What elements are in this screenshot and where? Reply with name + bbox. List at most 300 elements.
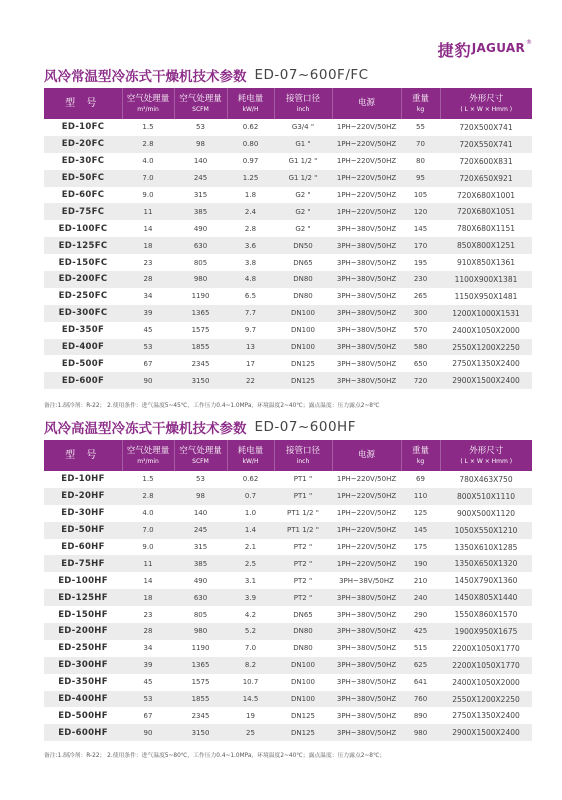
cell-flow-scfm: 1365: [174, 305, 227, 322]
cell-flow-scfm: 315: [193, 543, 208, 551]
cell-dimensions: 2550X1200X2250: [440, 691, 532, 708]
header-label: 外形尺寸: [469, 445, 504, 456]
cell-weight: 120: [401, 203, 440, 220]
cell-power-supply: 3PH~380V/50HZ: [332, 372, 401, 389]
cell-power: 0.97: [242, 157, 259, 166]
cell-power-supply: 1PH~220V/50HZ: [336, 509, 397, 518]
header-pipe-size: [274, 88, 332, 119]
header-unit: kW/H: [242, 105, 259, 113]
cell-weight: 641: [413, 678, 428, 687]
cell-model: ED-250HF: [58, 643, 108, 654]
cell-flow-scfm: 805: [193, 610, 208, 619]
cell-power-supply: 1PH~220V/50HZ: [336, 157, 397, 166]
cell-power-supply: 1PH~220V/50HZ: [336, 543, 397, 551]
cell-power-supply: 3PH~380V/50HZ: [332, 271, 401, 288]
header-power-supply: [332, 88, 401, 119]
cell-pipe-size: DN80: [293, 292, 313, 301]
cell-pipe-size: G1 1/2 ": [288, 157, 318, 166]
header-weight: [401, 440, 440, 471]
cell-dimensions: 2750X1350X2400: [452, 711, 520, 721]
header-unit: inch: [296, 105, 310, 113]
cell-flow-scfm: 1575: [191, 326, 210, 335]
cell-model: ED-60FC: [61, 190, 105, 200]
cell-dimensions: 1350X610X1285: [454, 542, 518, 552]
cell-dimensions: 1900X950X1675: [440, 623, 532, 640]
cell-power: 8.2: [227, 657, 274, 674]
cell-pipe-size: DN65: [293, 610, 313, 619]
registered-mark: ®: [526, 39, 532, 46]
cell-model: ED-500F: [61, 358, 105, 369]
cell-pipe-size: G2 ": [295, 224, 311, 233]
cell-weight: 80: [416, 157, 425, 166]
cell-weight: 145: [401, 522, 440, 539]
cell-model: ED-100FC: [58, 223, 108, 234]
cell-flow-m3min: 28: [122, 271, 174, 288]
cell-flow-scfm: 1855: [174, 691, 227, 708]
cell-power-supply: 3PH~380V/50HZ: [336, 711, 397, 720]
cell-power-supply: 1PH~220V/50HZ: [332, 522, 401, 539]
cell-power: 3.1: [244, 576, 257, 585]
cell-weight: 55: [416, 123, 425, 132]
table-row: [44, 707, 532, 724]
cell-power: 14.5: [227, 691, 274, 708]
cell-power-supply: 3PH~380V/50HZ: [336, 644, 397, 653]
table-row: [44, 136, 532, 153]
cell-model: ED-10FC: [61, 122, 105, 133]
cell-model: ED-60HF: [61, 542, 105, 552]
cell-pipe-size: PT1 ": [274, 488, 332, 505]
table2-title-cn: 风冷高温型冷冻式干燥机技术参数: [44, 421, 247, 437]
cell-flow-scfm: 805: [193, 258, 208, 267]
cell-dimensions: 2200X1050X1770: [440, 657, 532, 674]
cell-power: 0.80: [227, 136, 274, 153]
table2-title: [44, 417, 356, 437]
cell-flow-scfm: 140: [193, 157, 208, 166]
cell-pipe-size: DN100: [291, 678, 315, 687]
cell-power: 3.6: [227, 237, 274, 254]
cell-dimensions: 910X850X1361: [457, 258, 515, 268]
cell-flow-scfm: 385: [174, 555, 227, 572]
cell-power-supply: 3PH~380V/50HZ: [336, 258, 397, 267]
header-label: 外形尺寸: [469, 93, 504, 104]
cell-dimensions: 2900X1500X2400: [440, 724, 532, 741]
cell-dimensions: 1350X650X1320: [440, 555, 532, 572]
cell-model: ED-400F: [44, 339, 122, 356]
cell-weight: 570: [413, 326, 428, 335]
cell-power: 19: [246, 711, 255, 720]
cell-flow-scfm: 490: [193, 224, 208, 233]
cell-power-supply: 3PH~380V/50HZ: [336, 610, 397, 619]
cell-dimensions: 2400X1050X2000: [452, 325, 520, 335]
table-row: [44, 305, 532, 322]
cell-pipe-size: G1 1/2 ": [274, 170, 332, 187]
cell-flow-scfm: 980: [174, 623, 227, 640]
cell-flow-m3min: 18: [122, 589, 174, 606]
cell-flow-m3min: 39: [122, 305, 174, 322]
cell-flow-m3min: 14: [143, 224, 153, 233]
cell-power: 2.1: [244, 543, 257, 551]
cell-model: ED-150HF: [58, 609, 108, 620]
table-row: [44, 488, 532, 505]
cell-pipe-size: PT2 ": [274, 555, 332, 572]
cell-flow-scfm: 630: [174, 237, 227, 254]
cell-dimensions: 1100X900X1381: [440, 271, 532, 288]
cell-flow-m3min: 34: [143, 644, 153, 653]
cell-power-supply: 1PH~220V/50HZ: [336, 123, 397, 132]
cell-flow-m3min: 90: [122, 372, 174, 389]
cell-weight: 190: [401, 555, 440, 572]
cell-power: 22: [227, 372, 274, 389]
table-row: [44, 237, 532, 254]
cell-flow-m3min: 67: [143, 711, 153, 720]
cell-pipe-size: PT2 ": [293, 543, 313, 551]
cell-weight: 210: [413, 576, 428, 585]
cell-weight: 290: [413, 610, 428, 619]
cell-flow-scfm: 1855: [174, 339, 227, 356]
cell-power-supply: 1PH~220V/50HZ: [332, 203, 401, 220]
table-row: [44, 572, 532, 589]
table1-title-model: ED-07~600F/FC: [254, 67, 369, 83]
table-row: [44, 691, 532, 708]
cell-flow-m3min: 28: [122, 623, 174, 640]
cell-power-supply: 3PH~380V/50HZ: [332, 657, 401, 674]
table2-title-model: ED-07~600HF: [254, 419, 356, 435]
table-row: [44, 322, 532, 339]
cell-weight: 69: [416, 475, 425, 484]
cell-dimensions: 2200X1050X1770: [452, 643, 520, 653]
cell-power-supply: 1PH~220V/50HZ: [336, 475, 397, 484]
cell-model: ED-200HF: [44, 623, 122, 640]
cell-pipe-size: DN100: [274, 339, 332, 356]
table2-note: 备注:1.制冷剂：R-22； 2.使用条件：进气温度5~80℃，工作压力0.4~1.0MPa，环境温度2~40℃；露点温度：压力露点2~8℃；: [44, 753, 386, 759]
table-row: [44, 539, 532, 556]
cell-flow-scfm: 53: [196, 123, 205, 132]
cell-dimensions: 1550X860X1570: [454, 610, 518, 620]
cell-pipe-size: DN80: [274, 623, 332, 640]
cell-flow-scfm: 1575: [191, 678, 210, 687]
table-row: [44, 220, 532, 237]
header-power: [227, 88, 274, 119]
cell-model: ED-300HF: [44, 657, 122, 674]
cell-flow-scfm: 1365: [174, 657, 227, 674]
cell-flow-m3min: 4.0: [142, 509, 154, 518]
table-row: [44, 355, 532, 372]
cell-power: 9.7: [244, 326, 257, 335]
cell-weight: 240: [401, 589, 440, 606]
cell-flow-scfm: 53: [196, 475, 205, 484]
table-row: [44, 187, 532, 204]
cell-pipe-size: DN80: [274, 271, 332, 288]
cell-power-supply: 1PH~220V/50HZ: [332, 488, 401, 505]
table-row: [44, 674, 532, 691]
header-unit: ( L × W × Hmm ): [460, 457, 513, 465]
cell-pipe-size: G2 ": [295, 191, 311, 199]
cell-pipe-size: G1 ": [274, 136, 332, 153]
cell-dimensions: 720X550X741: [440, 136, 532, 153]
header-flow-m3min: [122, 440, 174, 471]
cell-flow-scfm: 1190: [191, 644, 210, 653]
table-row: [44, 119, 532, 136]
cell-dimensions: 2900X1500X2400: [440, 372, 532, 389]
cell-dimensions: 1150X950X1481: [454, 291, 518, 301]
cell-flow-m3min: 2.8: [122, 136, 174, 153]
cell-model: ED-250FC: [58, 291, 108, 302]
cell-power: 1.0: [244, 509, 257, 518]
cell-dimensions: 780X463X750: [459, 474, 513, 484]
cell-flow-m3min: 1.5: [142, 123, 154, 132]
cell-model: ED-200FC: [44, 271, 122, 288]
header-unit: kW/H: [242, 457, 259, 465]
header-unit: kg: [416, 105, 425, 113]
cell-flow-scfm: 385: [174, 203, 227, 220]
cell-model: ED-600F: [44, 372, 122, 389]
cell-power: 7.7: [227, 305, 274, 322]
cell-weight: 515: [413, 644, 428, 653]
cell-dimensions: 2400X1050X2000: [452, 677, 520, 687]
cell-flow-m3min: 34: [143, 292, 153, 301]
cell-pipe-size: DN125: [274, 724, 332, 741]
cell-flow-m3min: 11: [122, 555, 174, 572]
header-label: 耗电量: [237, 445, 264, 456]
cell-flow-m3min: 23: [143, 610, 153, 619]
table-header-row: [44, 88, 532, 119]
cell-pipe-size: PT1 1/2 ": [274, 522, 332, 539]
cell-flow-m3min: 23: [143, 258, 153, 267]
cell-power: 2.8: [244, 224, 257, 233]
cell-flow-m3min: 7.0: [122, 522, 174, 539]
cell-power-supply: 1PH~220V/50HZ: [332, 170, 401, 187]
cell-power: 2.4: [227, 203, 274, 220]
cell-flow-scfm: 98: [174, 136, 227, 153]
cell-weight: 720: [401, 372, 440, 389]
header-model: [44, 440, 122, 471]
cell-model: ED-125FC: [44, 237, 122, 254]
cell-weight: 125: [413, 509, 428, 518]
cell-model: ED-150FC: [58, 257, 108, 268]
cell-weight: 175: [413, 543, 428, 551]
table-row: [44, 555, 532, 572]
cell-dimensions: 780X680X1151: [457, 224, 515, 234]
cell-power-supply: 3PH~380V/50HZ: [336, 224, 397, 233]
cell-model: ED-50FC: [44, 170, 122, 187]
cell-pipe-size: DN80: [293, 644, 313, 653]
cell-weight: 980: [401, 724, 440, 741]
cell-model: ED-30FC: [61, 156, 105, 167]
cell-dimensions: 1200X1000X1531: [440, 305, 532, 322]
cell-dimensions: 720X650X921: [440, 170, 532, 187]
table-row: [44, 254, 532, 271]
cell-power-supply: 3PH~380V/50HZ: [336, 326, 397, 335]
cell-power: 25: [227, 724, 274, 741]
cell-flow-m3min: 4.0: [142, 157, 154, 166]
cell-dimensions: 2750X1350X2400: [452, 359, 520, 369]
cell-power-supply: 3PH~380V/50HZ: [336, 359, 397, 368]
header-flow-scfm: [174, 88, 227, 119]
cell-flow-scfm: 3150: [174, 724, 227, 741]
spec-table-high-temp: [44, 440, 532, 741]
cell-model: ED-20HF: [44, 488, 122, 505]
table1-note: 备注:1.制冷剂：R-22； 2.使用条件：进气温度5~45℃，工作压力0.4~1.0MPa，环境温度2~40℃；露点温度：压力露点2~8℃: [44, 403, 380, 409]
cell-pipe-size: DN125: [274, 372, 332, 389]
header-label: 接管口径: [285, 445, 320, 456]
cell-power: 0.62: [242, 123, 259, 132]
cell-weight: 890: [413, 711, 428, 720]
cell-pipe-size: DN125: [291, 359, 315, 368]
header-unit: inch: [296, 457, 310, 465]
cell-weight: 300: [401, 305, 440, 322]
header-label: 空气处理量: [126, 93, 170, 104]
cell-flow-scfm: 3150: [174, 372, 227, 389]
header-label: 空气处理量: [126, 445, 170, 456]
cell-flow-m3min: 67: [143, 359, 153, 368]
cell-flow-m3min: 14: [143, 576, 153, 585]
table-row: [44, 657, 532, 674]
cell-power: 1.8: [244, 191, 257, 199]
cell-model: ED-50HF: [44, 522, 122, 539]
cell-flow-scfm: 245: [174, 170, 227, 187]
cell-power: 3.9: [227, 589, 274, 606]
cell-flow-scfm: 2345: [191, 711, 210, 720]
cell-flow-m3min: 53: [122, 339, 174, 356]
cell-flow-m3min: 18: [122, 237, 174, 254]
header-unit: ( L × W × Hmm ): [460, 105, 513, 113]
cell-model: ED-125HF: [44, 589, 122, 606]
cell-power-supply: 3PH~380V/50HZ: [332, 623, 401, 640]
cell-model: ED-350HF: [58, 677, 108, 688]
cell-pipe-size: G3/4 ": [291, 123, 315, 132]
cell-pipe-size: DN100: [291, 326, 315, 335]
header-label: 重量: [411, 93, 429, 104]
header-label: 电源: [357, 450, 375, 460]
cell-flow-m3min: 45: [143, 678, 153, 687]
cell-flow-m3min: 1.5: [142, 475, 154, 484]
cell-flow-m3min: 90: [122, 724, 174, 741]
table-row: [44, 339, 532, 356]
cell-power-supply: 3PH~380V/50HZ: [332, 691, 401, 708]
cell-weight: 650: [413, 359, 428, 368]
cell-dimensions: 1450X805X1440: [440, 589, 532, 606]
header-label: 电源: [357, 98, 375, 108]
cell-weight: 580: [401, 339, 440, 356]
cell-flow-m3min: 45: [143, 326, 153, 335]
header-unit: kg: [416, 457, 425, 465]
brand-name-en: JAGUAR: [471, 41, 525, 55]
header-dimensions: [440, 88, 532, 119]
cell-weight: 425: [401, 623, 440, 640]
spec-table-normal-temp: [44, 88, 532, 389]
table-row: [44, 724, 532, 741]
table-row: [44, 640, 532, 657]
cell-pipe-size: DN100: [274, 305, 332, 322]
header-label: 空气处理量: [179, 93, 222, 104]
cell-weight: 110: [401, 488, 440, 505]
cell-power: 2.5: [227, 555, 274, 572]
cell-power: 6.5: [244, 292, 257, 301]
cell-pipe-size: DN125: [291, 711, 315, 720]
header-flow-scfm: [174, 440, 227, 471]
cell-power-supply: 3PH~380V/50HZ: [336, 678, 397, 687]
cell-pipe-size: DN100: [274, 691, 332, 708]
table1-title-cn: 风冷常温型冷冻式干燥机技术参数: [44, 69, 247, 85]
cell-model: ED-600HF: [44, 724, 122, 741]
cell-model: ED-30HF: [61, 508, 105, 519]
table-row: [44, 271, 532, 288]
cell-dimensions: 1050X550X1210: [440, 522, 532, 539]
header-label: 型 号: [65, 98, 101, 109]
table-row: [44, 372, 532, 389]
cell-weight: 195: [413, 258, 428, 267]
cell-model: ED-75HF: [44, 555, 122, 572]
cell-flow-scfm: 490: [193, 576, 208, 585]
cell-dimensions: 850X800X1251: [440, 237, 532, 254]
cell-power-supply: 3PH~380V/50HZ: [336, 292, 397, 301]
cell-dimensions: 720X680X1001: [457, 190, 515, 200]
table-row: [44, 505, 532, 522]
header-unit: m³/min: [137, 457, 159, 465]
header-power-supply: [332, 440, 401, 471]
table-row: [44, 471, 532, 488]
cell-model: ED-400HF: [44, 691, 122, 708]
cell-power: 4.2: [244, 610, 257, 619]
cell-flow-m3min: 7.0: [122, 170, 174, 187]
cell-pipe-size: PT2 ": [274, 589, 332, 606]
table-row: [44, 170, 532, 187]
cell-model: ED-10HF: [61, 474, 105, 485]
table-row: [44, 589, 532, 606]
header-unit: m³/min: [137, 105, 159, 113]
header-label: 型 号: [65, 450, 101, 461]
cell-pipe-size: PT2 ": [293, 576, 313, 585]
header-pipe-size: [274, 440, 332, 471]
cell-power-supply: 1PH~220V/50HZ: [332, 555, 401, 572]
cell-flow-scfm: 98: [174, 488, 227, 505]
cell-flow-m3min: 9.0: [142, 543, 154, 551]
header-unit: SCFM: [192, 457, 209, 465]
cell-weight: 170: [401, 237, 440, 254]
header-label: 重量: [411, 445, 429, 456]
header-flow-m3min: [122, 88, 174, 119]
header-weight: [401, 88, 440, 119]
cell-flow-scfm: 1190: [191, 292, 210, 301]
cell-model: ED-500HF: [58, 710, 108, 721]
cell-flow-scfm: 630: [174, 589, 227, 606]
cell-power: 5.2: [227, 623, 274, 640]
brand-logo: [438, 38, 532, 62]
header-power: [227, 440, 274, 471]
header-label: 空气处理量: [179, 445, 222, 456]
cell-dimensions: 1450X790X1360: [454, 576, 518, 586]
cell-weight: 625: [401, 657, 440, 674]
cell-weight: 230: [401, 271, 440, 288]
cell-power-supply: 1PH~220V/50HZ: [336, 191, 397, 199]
cell-power-supply: 3PH~380V/50HZ: [332, 305, 401, 322]
cell-flow-m3min: 9.0: [142, 191, 154, 199]
cell-pipe-size: G2 ": [274, 203, 332, 220]
cell-power: 17: [246, 359, 255, 368]
header-label: 耗电量: [237, 93, 264, 104]
header-dimensions: [440, 440, 532, 471]
cell-flow-scfm: 140: [193, 509, 208, 518]
cell-flow-scfm: 980: [174, 271, 227, 288]
cell-pipe-size: PT1 ": [293, 475, 313, 484]
brand-name-cn: 捷豹: [437, 41, 472, 60]
cell-power: 0.62: [242, 475, 259, 484]
cell-weight: 760: [401, 691, 440, 708]
cell-power-supply: 3PH~380V/50HZ: [332, 724, 401, 741]
cell-flow-m3min: 2.8: [122, 488, 174, 505]
cell-dimensions: 720X600X831: [459, 156, 513, 166]
cell-dimensions: 900X500X1120: [457, 508, 515, 518]
